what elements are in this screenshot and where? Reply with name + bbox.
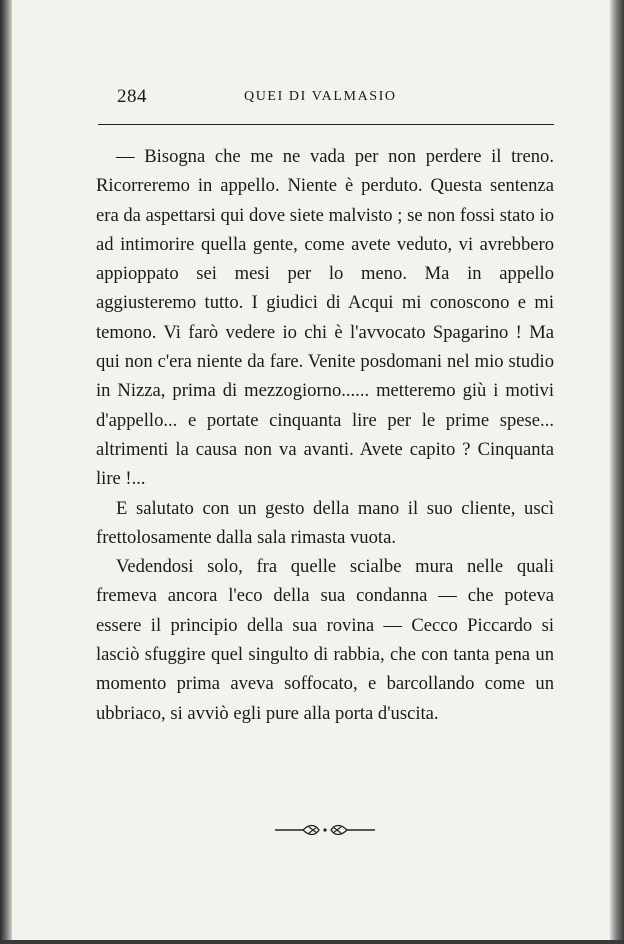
- page-header: [117, 86, 555, 110]
- paragraph-ending: Vedendosi solo, fra quelle scialbe mura nelle quali fremeva ancora l'eco della sua condanna — che poteva essere il principio della sua rovina — Cecco Piccardo si lasciò sfuggire quel singulto di rabbia, che con tanta pena un momento prima aveva soffocato, e barcollando come un ubbriaco, si avviò egli pure alla porta d'uscita.: [96, 556, 554, 724]
- body-text: [96, 142, 554, 728]
- running-title: QUEI DI VALMASIO: [244, 89, 397, 104]
- page-binding-edge: [0, 0, 12, 944]
- page-right-edge: [610, 0, 624, 944]
- paragraph-dialogue: — Bisogna che me ne vada per non perdere il treno. Ricorreremo in appello. Niente è perduto. Questa sentenza era da aspettarsi qui dove siete malvisto ; se non fossi stato io ad intimorire quella gente, come avete veduto, vi avrebbero appioppato sei mesi per lo meno. Ma in appello aggiusteremo tutto. I giudici di Acqui mi conoscono e mi temono. Vi farò vedere io chi è l'avvocato Spagarino ! Ma qui non c'era niente da fare. Venite posdomani nel mio studio in Nizza, prima di mezzogiorno...... metteremo giù i motivi d'appello... e portate cinquanta lire per le prime spese... altrimenti la causa non va avanti. Avete capito ? Cinquanta lire !...: [96, 146, 554, 490]
- page-number: 284: [117, 86, 147, 107]
- header-rule: [98, 124, 554, 125]
- paragraph-exit: E salutato con un gesto della mano il suo cliente, uscì frettolosamente dalla sala rimasta vuota.: [96, 497, 554, 548]
- page-bottom-edge: [0, 940, 624, 944]
- chapter-end-ornament: [273, 820, 377, 840]
